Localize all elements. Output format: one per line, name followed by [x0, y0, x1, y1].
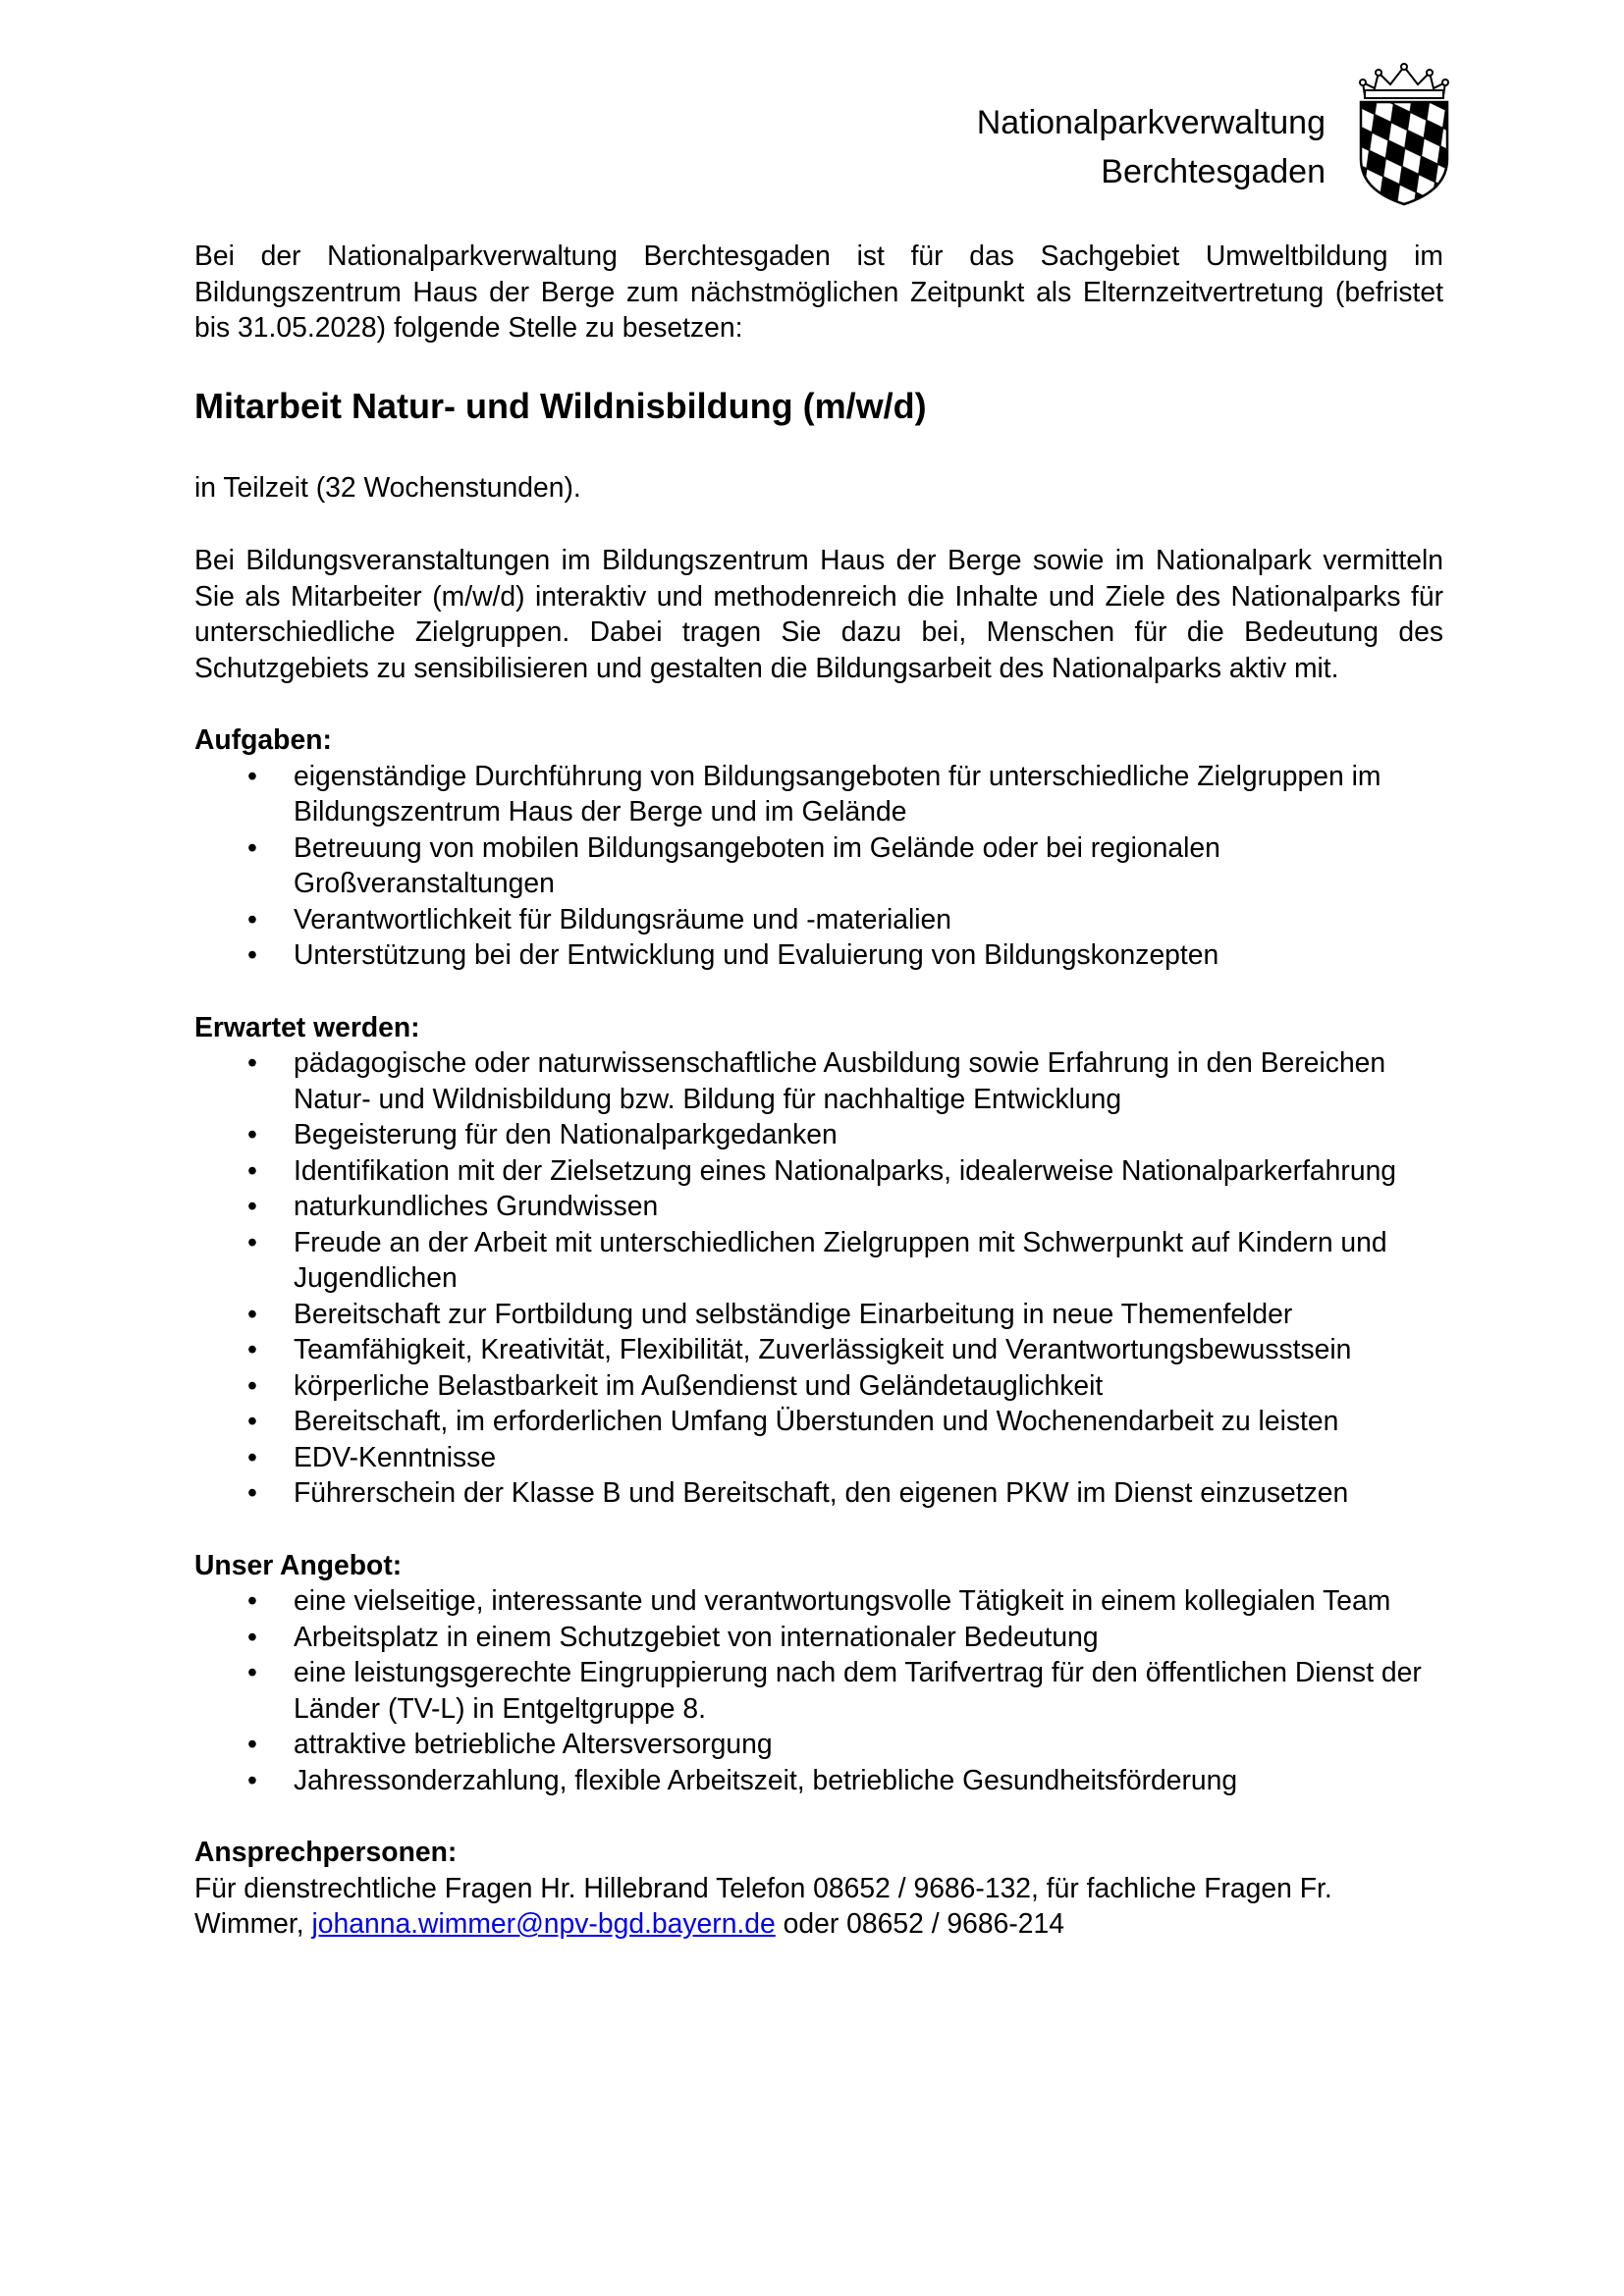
contact-text-before: Für dienstrechtliche Fragen Hr. Hillebrand Telefon 08652 / 9686-132, für fachliche Fragen Fr. Wimmer, [194, 1871, 1332, 1939]
offer-heading: Unser Angebot: [194, 1548, 403, 1580]
list-item: • Arbeitsplatz in einem Schutzgebiet von internationaler Bedeutung [194, 1619, 1443, 1655]
list-item: • Teamfähigkeit, Kreativität, Flexibilität, Zuverlässigkeit und Verantwortungsbewusstsein [194, 1331, 1443, 1367]
list-item: • Betreuung von mobilen Bildungsangeboten im Gelände oder bei regionalen Großveranstaltungen [194, 829, 1443, 901]
tasks-list [194, 758, 1443, 973]
list-item: • Verantwortlichkeit für Bildungsräume und -materialien [194, 901, 1443, 937]
crown-icon [1360, 64, 1448, 98]
contact-email-link[interactable]: johanna.wimmer@npv-bgd.bayern.de [311, 1907, 776, 1939]
list-item: • eigenständige Durchführung von Bildungsangeboten für unterschiedliche Zielgruppen im Bildungszentrum Haus der Berge und im Gelände [194, 758, 1443, 829]
list-item: • Begeisterung für den Nationalparkgedanken [194, 1116, 1443, 1152]
offer-list [194, 1582, 1443, 1797]
list-item: • attraktive betriebliche Altersversorgung [194, 1726, 1443, 1762]
employment-type: in Teilzeit (32 Wochenstunden). [194, 470, 581, 503]
org-name-line1: Nationalparkverwaltung [976, 104, 1326, 141]
list-item: • Bereitschaft zur Fortbildung und selbständige Einarbeitung in neue Themenfelder [194, 1296, 1443, 1332]
list-item: • pädagogische oder naturwissenschaftliche Ausbildung sowie Erfahrung in den Bereichen Natur- und Wildnisbildung bzw. Bildung für nachhaltige Entwicklung [194, 1044, 1443, 1116]
letterhead [884, 98, 1326, 196]
job-title: Mitarbeit Natur- und Wildnisbildung (m/w/d) [194, 385, 927, 426]
intro-paragraph: Bei der Nationalparkverwaltung Berchtesgaden ist für das Sachgebiet Umweltbildung im Bildungszentrum Haus der Berge zum nächstmöglichen Zeitpunkt als Elternzeitvertretung (befristet bis 31.05.2028) folgende Stelle zu besetzen: [194, 240, 1443, 343]
list-item: • eine vielseitige, interessante und verantwortungsvolle Tätigkeit in einem kollegialen Team [194, 1582, 1443, 1619]
requirements-list [194, 1044, 1443, 1511]
list-item: • Führerschein der Klasse B und Bereitschaft, den eigenen PKW im Dienst einzusetzen [194, 1474, 1443, 1511]
job-posting [194, 238, 1443, 1942]
list-item: • EDV-Kenntnisse [194, 1439, 1443, 1475]
list-item: • Identifikation mit der Zielsetzung eines Nationalparks, idealerweise Nationalparkerfahrung [194, 1152, 1443, 1189]
requirements-section [194, 1009, 1443, 1511]
contact-section [194, 1834, 1443, 1942]
requirements-heading: Erwartet werden: [194, 1010, 420, 1042]
list-item: • Bereitschaft, im erforderlichen Umfang Überstunden und Wochenendarbeit zu leisten [194, 1403, 1443, 1439]
org-name-line2: Berchtesgaden [1101, 153, 1326, 190]
list-item: • Unterstützung bei der Entwicklung und Evaluierung von Bildungskonzepten [194, 936, 1443, 973]
offer-section [194, 1547, 1443, 1798]
list-item: • Jahressonderzahlung, flexible Arbeitszeit, betriebliche Gesundheitsförderung [194, 1762, 1443, 1798]
contact-heading: Ansprechpersonen: [194, 1836, 458, 1867]
tasks-section [194, 721, 1443, 973]
list-item: • Freude an der Arbeit mit unterschiedlichen Zielgruppen mit Schwerpunkt auf Kindern und Jugendlichen [194, 1224, 1443, 1296]
tasks-heading: Aufgaben: [194, 723, 332, 755]
job-description: Bei Bildungsveranstaltungen im Bildungszentrum Haus der Berge sowie im Nationalpark vermitteln Sie als Mitarbeiter (m/w/d) interaktiv und methodenreich die Inhalte und Ziele des Nationalparks für unterschiedliche Zielgruppen. Dabei tragen Sie dazu bei, Menschen für die Bedeutung des Schutzgebiets zu sensibilisieren und gestalten die Bildungsarbeit des Nationalparks aktiv mit. [194, 544, 1443, 683]
list-item: • körperliche Belastbarkeit im Außendienst und Geländetauglichkeit [194, 1367, 1443, 1404]
contact-text-after: oder 08652 / 9686-214 [775, 1907, 1064, 1939]
list-item: • eine leistungsgerechte Eingruppierung nach dem Tarifvertrag für den öffentlichen Dienst der Länder (TV-L) in Entgeltgruppe 8. [194, 1654, 1443, 1726]
contact-text [194, 1870, 1443, 1942]
list-item: • naturkundliches Grundwissen [194, 1188, 1443, 1224]
bavarian-coat-of-arms-icon [1353, 61, 1455, 206]
